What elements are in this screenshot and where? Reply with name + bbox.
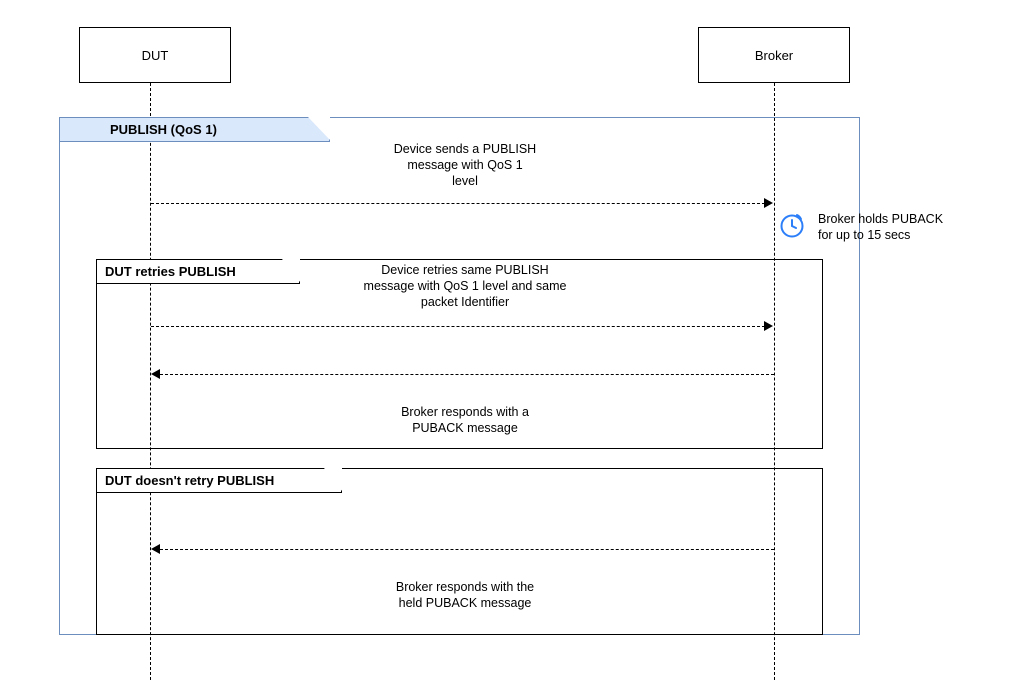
lifeline-box-broker[interactable] xyxy=(698,27,850,83)
frame-label-publish-qos1 xyxy=(60,118,330,142)
message-text-puback-held-line1: Broker responds with the xyxy=(395,580,535,594)
frame-label-publish-qos1-text: PUBLISH (QoS 1) xyxy=(110,122,217,137)
message-text-publish-1-line2: message with QoS 1 xyxy=(407,158,523,172)
message-arrowhead-puback-held xyxy=(151,544,160,554)
message-text-puback-1 xyxy=(305,404,625,436)
message-line-publish-retry xyxy=(151,326,765,327)
message-arrowhead-publish-1 xyxy=(764,198,773,208)
timer-icon xyxy=(778,211,806,239)
message-text-publish-retry-line2: message with QoS 1 level and same xyxy=(363,279,567,293)
message-text-puback-1-line1: Broker responds with a xyxy=(401,405,529,419)
message-text-puback-1-line2: PUBACK message xyxy=(412,421,518,435)
message-text-publish-retry-line3: packet Identifier xyxy=(420,295,510,309)
message-text-publish-1-line1: Device sends a PUBLISH xyxy=(393,142,537,156)
frame-label-dut-retries-text: DUT retries PUBLISH xyxy=(105,264,236,279)
note-broker-hold xyxy=(818,211,1018,243)
message-text-publish-1-line3: level xyxy=(452,174,478,188)
message-text-puback-held-line2: held PUBACK message xyxy=(398,596,532,610)
frame-label-dut-no-retry-text: DUT doesn't retry PUBLISH xyxy=(105,473,275,488)
lifeline-label-dut: DUT xyxy=(141,47,169,63)
message-text-publish-retry-line1: Device retries same PUBLISH xyxy=(381,263,549,277)
message-line-publish-1 xyxy=(151,203,765,204)
message-text-puback-held xyxy=(305,579,625,611)
lifeline-label-broker: Broker xyxy=(754,47,794,63)
frame-corner-icon-3 xyxy=(324,468,342,491)
frame-label-dut-no-retry xyxy=(97,469,342,493)
message-line-puback-held xyxy=(160,549,774,550)
frame-label-dut-retries xyxy=(97,260,300,284)
message-arrowhead-publish-retry xyxy=(764,321,773,331)
message-arrowhead-puback-1 xyxy=(151,369,160,379)
frame-corner-icon xyxy=(308,117,330,140)
message-line-puback-1 xyxy=(160,374,774,375)
lifeline-box-dut[interactable] xyxy=(79,27,231,83)
message-text-publish-1 xyxy=(305,141,625,189)
note-broker-hold-line1: Broker holds PUBACK xyxy=(818,212,944,226)
message-text-publish-retry xyxy=(290,262,640,310)
note-broker-hold-line2: for up to 15 secs xyxy=(818,228,911,242)
